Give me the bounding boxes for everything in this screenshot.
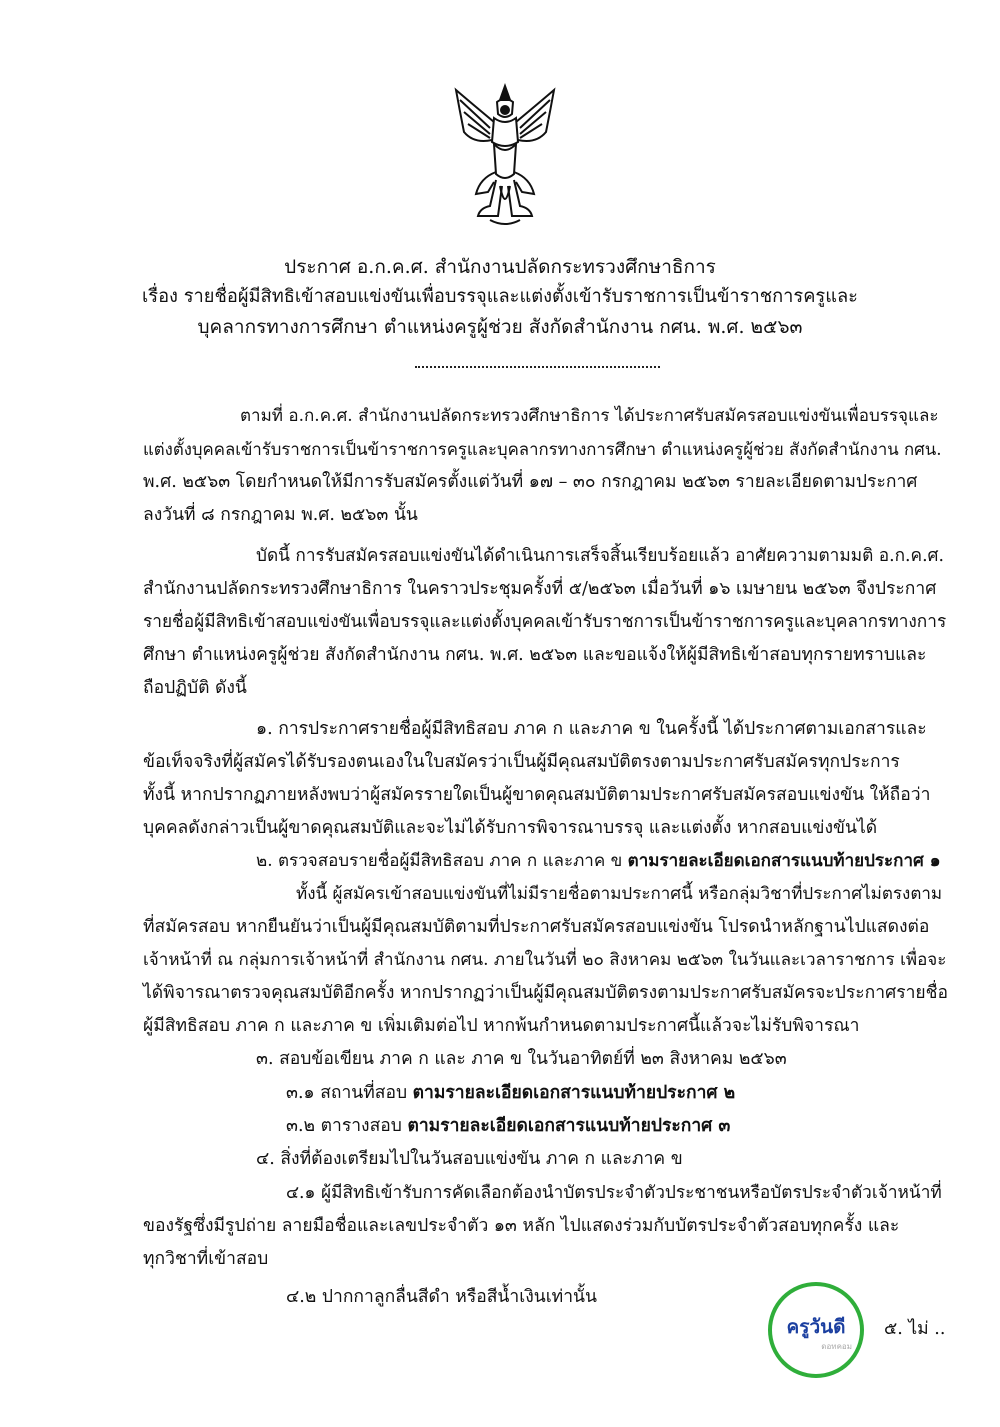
announcement-subject-cont: บุคลากรทางการศึกษา ตำแหน่งครูผู้ช่วย สังกัดสำนักงาน กศน. พ.ศ. ๒๕๖๓ (197, 316, 803, 338)
item-3-1 (286, 1080, 735, 1106)
text-line: ข้อเท็จจริงที่ผู้สมัครได้รับรองตนเองในใบสมัครว่าเป็นผู้มีคุณสมบัติตรงตามประกาศรับสมัครทุกประการ (143, 752, 900, 772)
text-line: เจ้าหน้าที่ ณ กลุ่มการเจ้าหน้าที่ สำนักงาน กศน. ภายในวันที่ ๒๐ สิงหาคม ๒๕๖๓ ในวันและเวลาราชการ เพื่อจะ (143, 950, 947, 970)
text-normal: ๓.๑ สถานที่สอบ (286, 1083, 413, 1103)
logo-sub-text: ดอทคอม (821, 1342, 852, 1351)
text-line: พ.ศ. ๒๕๖๓ โดยกำหนดให้มีการรับสมัครตั้งแต่วันที่ ๑๗ – ๓๐ กรกฎาคม ๒๕๖๓ รายละเอียดตามประกาศ (143, 472, 918, 492)
watermark-logo (768, 1282, 864, 1378)
text-line: แต่งตั้งบุคคลเข้ารับราชการเป็นข้าราชการครูและบุคลากรทางการศึกษา ตำแหน่งครูผู้ช่วย สังกัดสำนักงาน กศน. (143, 439, 942, 459)
text-bold: ตามรายละเอียดเอกสารแนบท้ายประกาศ ๓ (407, 1116, 731, 1136)
text-line: ของรัฐซึ่งมีรูปถ่าย ลายมือชื่อและเลขประจำตัว ๑๓ หลัก ไปแสดงร่วมกับบัตรประจำตัวสอบทุกครั้ง และ (143, 1216, 900, 1236)
text-line: สำนักงานปลัดกระทรวงศึกษาธิการ ในคราวประชุมครั้งที่ ๕/๒๕๖๓ เมื่อวันที่ ๑๖ เมษายน ๒๕๖๓ จึงประกาศ (143, 579, 937, 599)
text-line: บุคคลดังกล่าวเป็นผู้ขาดคุณสมบัติและจะไม่ได้รับการพิจารณาบรรจุ และแต่งตั้ง หากสอบแข่งขันได้ (143, 818, 878, 838)
text-line: บัดนี้ การรับสมัครสอบแข่งขันได้ดำเนินการเสร็จสิ้นเรียบร้อยแล้ว อาศัยความตามมติ อ.ก.ค.ศ. (256, 546, 944, 566)
garuda-emblem-icon (450, 82, 560, 232)
text-line: ลงวันที่ ๘ กรกฎาคม พ.ศ. ๒๕๖๓ นั้น (143, 505, 418, 525)
text-line: ได้พิจารณาตรวจคุณสมบัติอีกครั้ง หากปรากฏว่าเป็นผู้มีคุณสมบัติตรงตามประกาศรับสมัครจะประกาศรายชื่อ (143, 983, 949, 1003)
logo-main-text: ครูวันดี (786, 1316, 846, 1338)
text-bold: ตามรายละเอียดเอกสารแนบท้ายประกาศ ๑ (627, 851, 941, 871)
text-line: ๑. การประกาศรายชื่อผู้มีสิทธิสอบ ภาค ก และภาค ข ในครั้งนี้ ได้ประกาศตามเอกสารและ (256, 719, 927, 739)
announcement-subject: เรื่อง รายชื่อผู้มีสิทธิเข้าสอบแข่งขันเพื่อบรรจุและแต่งตั้งเข้ารับราชการเป็นข้าราชการครูและ (142, 286, 858, 307)
dotted-divider (415, 360, 660, 368)
text-line: ที่สมัครสอบ หากยืนยันว่าเป็นผู้มีคุณสมบัติตามที่ประกาศรับสมัครสอบแข่งขัน โปรดนำหลักฐานไปแสดงต่อ (143, 917, 930, 937)
text-bold: ตามรายละเอียดเอกสารแนบท้ายประกาศ ๒ (412, 1083, 736, 1103)
item-2 (256, 848, 941, 874)
text-line: ตามที่ อ.ก.ค.ศ. สำนักงานปลัดกระทรวงศึกษาธิการ ได้ประกาศรับสมัครสอบแข่งขันเพื่อบรรจุและ (240, 406, 939, 426)
text-line: ทั้งนี้ หากปรากฏภายหลังพบว่าผู้สมัครรายใดเป็นผู้ขาดคุณสมบัติตามประกาศรับสมัครสอบแข่งขัน ให้ถือว่า (143, 785, 931, 805)
item-3-2 (286, 1113, 730, 1139)
item-3: ๓. สอบข้อเขียน ภาค ก และ ภาค ข ในวันอาทิตย์ที่ ๒๓ สิงหาคม ๒๕๖๓ (256, 1049, 787, 1069)
text-line: ทั้งนี้ ผู้สมัครเข้าสอบแข่งขันที่ไม่มีรายชื่อตามประกาศนี้ หรือกลุ่มวิชาที่ประกาศไม่ตรงตาม (296, 884, 943, 904)
text-line: ทุกวิชาที่เข้าสอบ (143, 1249, 269, 1269)
announcement-title: ประกาศ อ.ก.ค.ศ. สำนักงานปลัดกระทรวงศึกษาธิการ (284, 256, 716, 278)
text-line: ๔.๑ ผู้มีสิทธิเข้ารับการคัดเลือกต้องนำบัตรประจำตัวประชาชนหรือบัตรประจำตัวเจ้าหน้าที่ (286, 1183, 942, 1203)
text-line: ถือปฏิบัติ ดังนี้ (143, 678, 247, 698)
text-line: ศึกษา ตำแหน่งครูผู้ช่วย สังกัดสำนักงาน กศน. พ.ศ. ๒๕๖๓ และขอแจ้งให้ผู้มีสิทธิเข้าสอบทุกรายทราบและ (143, 645, 927, 665)
text-normal: ๓.๒ ตารางสอบ (286, 1116, 408, 1136)
item-4-2: ๔.๒ ปากกาลูกลื่นสีดำ หรือสีน้ำเงินเท่านั้น (286, 1287, 597, 1307)
text-line: รายชื่อผู้มีสิทธิเข้าสอบแข่งขันเพื่อบรรจุและแต่งตั้งบุคคลเข้ารับราชการเป็นข้าราชการครูและบุคลากรทางการ (143, 612, 947, 632)
text-normal: ๒. ตรวจสอบรายชื่อผู้มีสิทธิสอบ ภาค ก และภาค ข (256, 851, 628, 871)
text-line: ผู้มีสิทธิสอบ ภาค ก และภาค ข เพิ่มเติมต่อไป หากพ้นกำหนดตามประกาศนี้แล้วจะไม่รับพิจารณา (143, 1016, 860, 1036)
item-4: ๔. สิ่งที่ต้องเตรียมไปในวันสอบแข่งขัน ภาค ก และภาค ข (256, 1149, 683, 1169)
next-page-marker: ๕. ไม่ .. (884, 1319, 946, 1339)
